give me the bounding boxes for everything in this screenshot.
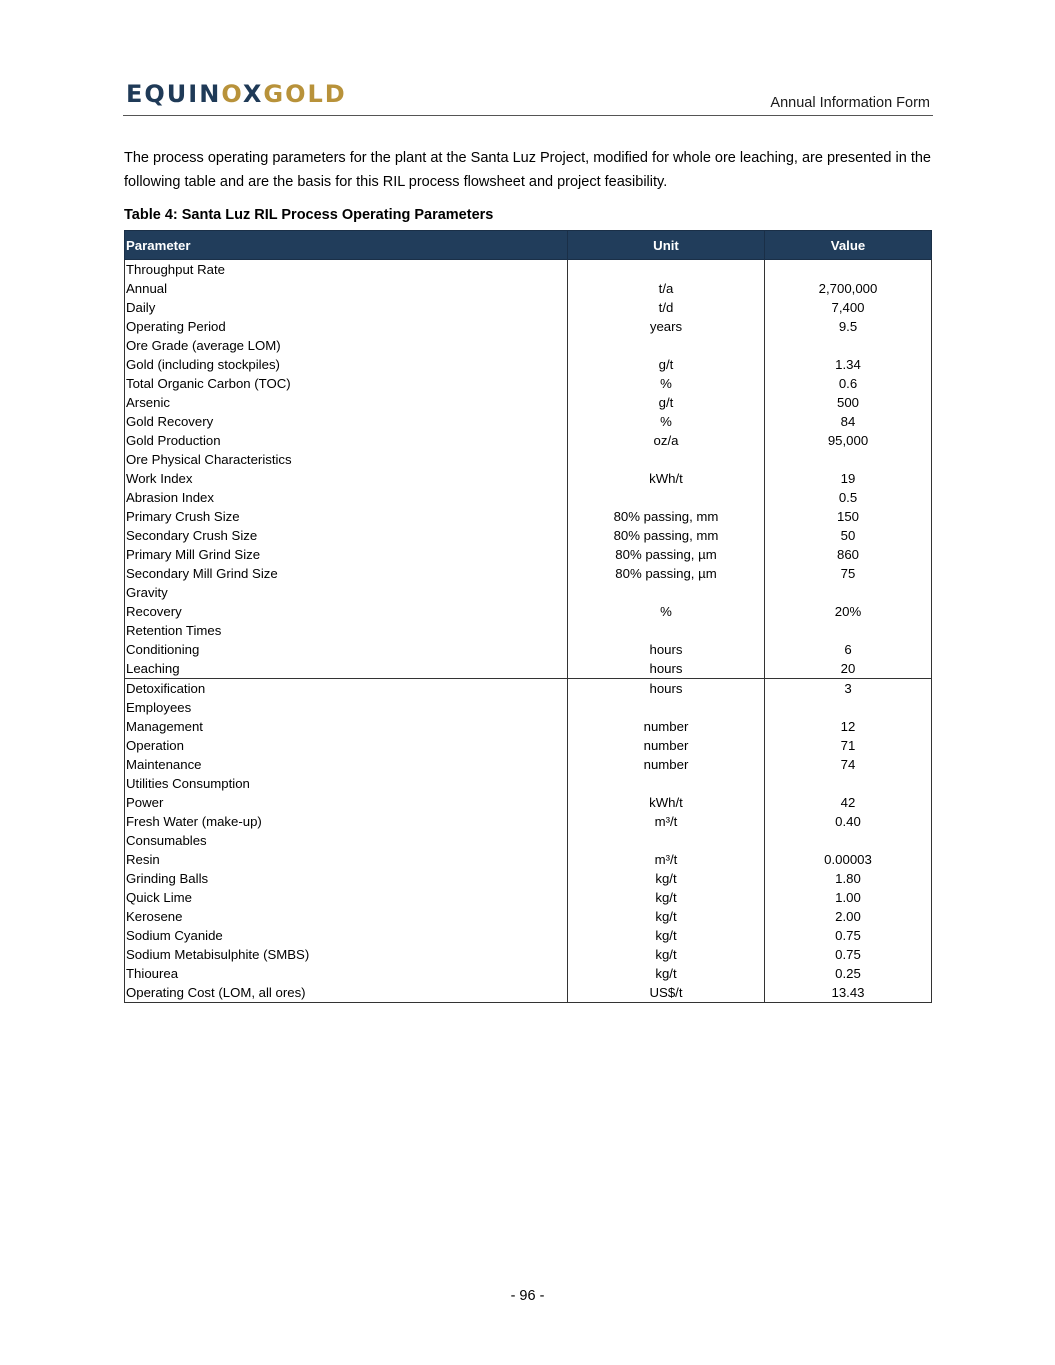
table-row [125, 317, 932, 336]
table-row [125, 507, 932, 526]
unit-cell: kg/t [568, 926, 765, 945]
value-cell [765, 450, 932, 469]
unit-cell: kg/t [568, 888, 765, 907]
parameter-cell: Leaching [125, 659, 568, 679]
parameter-cell: Thiourea [125, 964, 568, 983]
parameter-cell: Arsenic [125, 393, 568, 412]
value-cell [765, 583, 932, 602]
value-cell: 0.40 [765, 812, 932, 831]
unit-cell [568, 260, 765, 280]
value-cell: 95,000 [765, 431, 932, 450]
table-row [125, 831, 932, 850]
unit-cell [568, 336, 765, 355]
unit-cell: kg/t [568, 907, 765, 926]
table-row [125, 907, 932, 926]
unit-cell: t/d [568, 298, 765, 317]
unit-cell: years [568, 317, 765, 336]
table-row [125, 298, 932, 317]
table-row [125, 793, 932, 812]
parameter-cell: Primary Crush Size [125, 507, 568, 526]
value-cell [765, 774, 932, 793]
unit-cell: kg/t [568, 869, 765, 888]
column-header-unit: Unit [568, 231, 765, 260]
parameter-cell: Ore Grade (average LOM) [125, 336, 568, 355]
value-cell: 6 [765, 640, 932, 659]
unit-cell [568, 698, 765, 717]
table-row [125, 526, 932, 545]
unit-cell: % [568, 374, 765, 393]
value-cell [765, 698, 932, 717]
table-row [125, 602, 932, 621]
unit-cell [568, 831, 765, 850]
parameter-cell: Detoxification [125, 679, 568, 699]
table-row [125, 983, 932, 1003]
table-row [125, 812, 932, 831]
logo-text-gold: GOLD [263, 80, 347, 108]
parameter-cell: Operating Period [125, 317, 568, 336]
unit-cell: number [568, 736, 765, 755]
unit-cell [568, 450, 765, 469]
operating-parameters-table [124, 230, 932, 1003]
parameter-cell: Power [125, 793, 568, 812]
unit-cell: 80% passing, µm [568, 545, 765, 564]
unit-cell: hours [568, 659, 765, 679]
table-row [125, 374, 932, 393]
table-row [125, 355, 932, 374]
value-cell [765, 621, 932, 640]
unit-cell: m³/t [568, 812, 765, 831]
value-cell: 9.5 [765, 317, 932, 336]
table-row [125, 717, 932, 736]
unit-cell: kWh/t [568, 469, 765, 488]
intro-paragraph: The process operating parameters for the plant at the Santa Luz Project, modified for whole ore leaching, are presented in the following table and are the basis for this RIL process flowsheet and project feasibility. [124, 150, 931, 190]
value-cell: 42 [765, 793, 932, 812]
value-cell: 0.25 [765, 964, 932, 983]
table-row [125, 964, 932, 983]
parameter-cell: Kerosene [125, 907, 568, 926]
table-row [125, 431, 932, 450]
value-cell [765, 260, 932, 280]
value-cell: 0.75 [765, 945, 932, 964]
value-cell: 84 [765, 412, 932, 431]
unit-cell: number [568, 717, 765, 736]
parameter-cell: Grinding Balls [125, 869, 568, 888]
unit-cell: m³/t [568, 850, 765, 869]
table-row [125, 659, 932, 679]
parameter-cell: Annual [125, 279, 568, 298]
value-cell: 20% [765, 602, 932, 621]
parameter-cell: Ore Physical Characteristics [125, 450, 568, 469]
value-cell: 1.34 [765, 355, 932, 374]
value-cell [765, 336, 932, 355]
value-cell: 7,400 [765, 298, 932, 317]
table-row [125, 736, 932, 755]
table-row [125, 583, 932, 602]
unit-cell: g/t [568, 355, 765, 374]
table-row [125, 640, 932, 659]
parameter-cell: Secondary Crush Size [125, 526, 568, 545]
value-cell: 2.00 [765, 907, 932, 926]
table-row [125, 450, 932, 469]
parameter-cell: Sodium Cyanide [125, 926, 568, 945]
unit-cell [568, 621, 765, 640]
value-cell: 0.5 [765, 488, 932, 507]
unit-cell: kg/t [568, 945, 765, 964]
table-row [125, 336, 932, 355]
value-cell: 19 [765, 469, 932, 488]
value-cell: 74 [765, 755, 932, 774]
parameter-cell: Management [125, 717, 568, 736]
unit-cell: g/t [568, 393, 765, 412]
value-cell: 2,700,000 [765, 279, 932, 298]
table-header-row [125, 231, 932, 260]
unit-cell: oz/a [568, 431, 765, 450]
parameter-cell: Abrasion Index [125, 488, 568, 507]
parameter-cell: Secondary Mill Grind Size [125, 564, 568, 583]
parameter-cell: Conditioning [125, 640, 568, 659]
table-row [125, 945, 932, 964]
parameter-cell: Gold Recovery [125, 412, 568, 431]
page-number: - 96 - [510, 1288, 545, 1304]
parameter-cell: Recovery [125, 602, 568, 621]
value-cell: 3 [765, 679, 932, 699]
table-row [125, 488, 932, 507]
value-cell: 0.75 [765, 926, 932, 945]
parameter-cell: Total Organic Carbon (TOC) [125, 374, 568, 393]
company-logo [126, 80, 347, 108]
parameter-cell: Operation [125, 736, 568, 755]
parameter-cell: Maintenance [125, 755, 568, 774]
table-row [125, 774, 932, 793]
parameter-cell: Gold Production [125, 431, 568, 450]
value-cell: 0.6 [765, 374, 932, 393]
parameter-cell: Utilities Consumption [125, 774, 568, 793]
table-row [125, 564, 932, 583]
value-cell: 75 [765, 564, 932, 583]
logo-text-o: O [221, 80, 243, 108]
value-cell: 150 [765, 507, 932, 526]
table-row [125, 545, 932, 564]
unit-cell: hours [568, 679, 765, 699]
parameter-cell: Retention Times [125, 621, 568, 640]
unit-cell: hours [568, 640, 765, 659]
parameter-cell: Gravity [125, 583, 568, 602]
table-row [125, 926, 932, 945]
unit-cell: 80% passing, mm [568, 507, 765, 526]
table-row [125, 260, 932, 280]
value-cell: 20 [765, 659, 932, 679]
table-row [125, 621, 932, 640]
unit-cell: % [568, 602, 765, 621]
value-cell: 1.80 [765, 869, 932, 888]
value-cell: 71 [765, 736, 932, 755]
value-cell: 12 [765, 717, 932, 736]
unit-cell [568, 583, 765, 602]
table-row [125, 279, 932, 298]
document-title: Annual Information Form [770, 95, 930, 111]
unit-cell [568, 488, 765, 507]
value-cell: 0.00003 [765, 850, 932, 869]
parameter-cell: Quick Lime [125, 888, 568, 907]
table-row [125, 469, 932, 488]
table-row [125, 679, 932, 699]
table-caption: Table 4: Santa Luz RIL Process Operating Parameters [124, 207, 494, 223]
parameter-cell: Operating Cost (LOM, all ores) [125, 983, 568, 1003]
unit-cell: t/a [568, 279, 765, 298]
unit-cell: kWh/t [568, 793, 765, 812]
value-cell: 1.00 [765, 888, 932, 907]
column-header-value: Value [765, 231, 932, 260]
table-row [125, 850, 932, 869]
table-body [125, 260, 932, 1003]
unit-cell: 80% passing, mm [568, 526, 765, 545]
parameter-cell: Gold (including stockpiles) [125, 355, 568, 374]
table-row [125, 755, 932, 774]
header-divider [123, 115, 933, 116]
value-cell: 13.43 [765, 983, 932, 1003]
value-cell [765, 831, 932, 850]
unit-cell: % [568, 412, 765, 431]
parameter-cell: Primary Mill Grind Size [125, 545, 568, 564]
table-row [125, 888, 932, 907]
parameter-cell: Resin [125, 850, 568, 869]
unit-cell: 80% passing, µm [568, 564, 765, 583]
table-row [125, 698, 932, 717]
parameter-cell: Work Index [125, 469, 568, 488]
parameter-cell: Daily [125, 298, 568, 317]
parameter-cell: Sodium Metabisulphite (SMBS) [125, 945, 568, 964]
value-cell: 860 [765, 545, 932, 564]
unit-cell: number [568, 755, 765, 774]
unit-cell: US$/t [568, 983, 765, 1003]
logo-text-equin: EQUIN [126, 80, 222, 108]
logo-text-x: X [242, 80, 264, 108]
parameter-cell: Employees [125, 698, 568, 717]
parameter-cell: Consumables [125, 831, 568, 850]
column-header-parameter: Parameter [125, 231, 568, 260]
table-row [125, 869, 932, 888]
table-row [125, 393, 932, 412]
value-cell: 500 [765, 393, 932, 412]
parameter-cell: Throughput Rate [125, 260, 568, 280]
parameter-cell: Fresh Water (make-up) [125, 812, 568, 831]
unit-cell [568, 774, 765, 793]
value-cell: 50 [765, 526, 932, 545]
table-row [125, 412, 932, 431]
unit-cell: kg/t [568, 964, 765, 983]
